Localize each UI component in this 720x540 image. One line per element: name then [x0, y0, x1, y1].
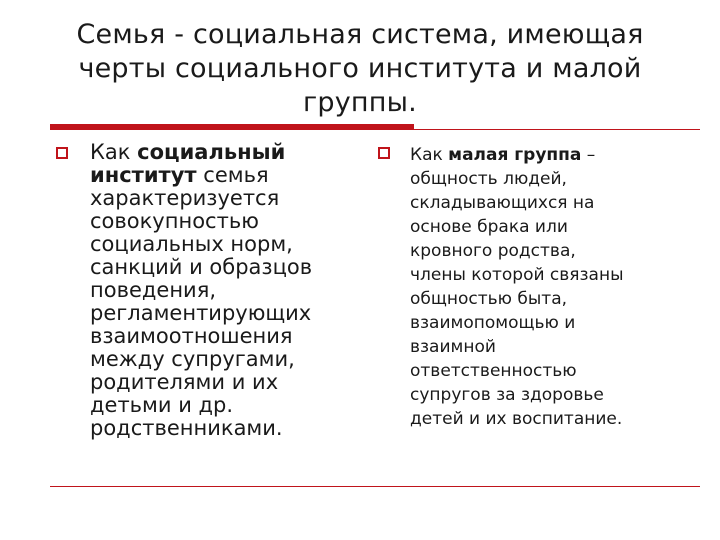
left-line: институт семья	[90, 163, 269, 187]
right-line: члены которой связаны	[410, 265, 624, 285]
right-line: общностью быта,	[410, 289, 568, 309]
left-bullet-text	[90, 141, 355, 440]
left-line: поведения,	[90, 278, 216, 302]
left-line: регламентирующих	[90, 301, 312, 325]
right-line: основе брака или	[410, 217, 568, 237]
right-line: общность людей,	[410, 169, 567, 189]
left-line: санкций и образцов	[90, 255, 313, 279]
right-line: кровного родства,	[410, 241, 576, 261]
right-line: взаимопомощью и	[410, 313, 576, 333]
left-line: социальных норм,	[90, 232, 293, 256]
left-line: родственниками.	[90, 416, 283, 440]
right-line: Как малая группа –	[410, 145, 596, 165]
left-line: между супругами,	[90, 347, 295, 371]
left-line: родителями и их	[90, 370, 279, 394]
square-bullet-icon	[56, 147, 68, 159]
left-line: характеризуется	[90, 186, 280, 210]
right-line: ответственностью	[410, 361, 577, 381]
left-line: совокупностью	[90, 209, 259, 233]
right-line: взаимной	[410, 337, 496, 357]
title-line: черты социального института и малой	[78, 53, 642, 84]
left-line: Как социальный	[90, 140, 286, 164]
title-line: группы.	[303, 87, 417, 118]
square-bullet-icon	[378, 147, 390, 159]
left-line: взаимоотношения	[90, 324, 293, 348]
bottom-divider	[50, 486, 700, 487]
right-line: детей и их воспитание.	[410, 409, 623, 429]
right-line: супругов за здоровье	[410, 385, 604, 405]
right-line: складывающихся на	[410, 193, 595, 213]
title-line: Семья - социальная система, имеющая	[76, 19, 644, 50]
right-bullet-text	[410, 143, 700, 431]
slide-title	[60, 18, 660, 120]
title-underline	[50, 129, 700, 130]
left-line: детьми и др.	[90, 393, 234, 417]
